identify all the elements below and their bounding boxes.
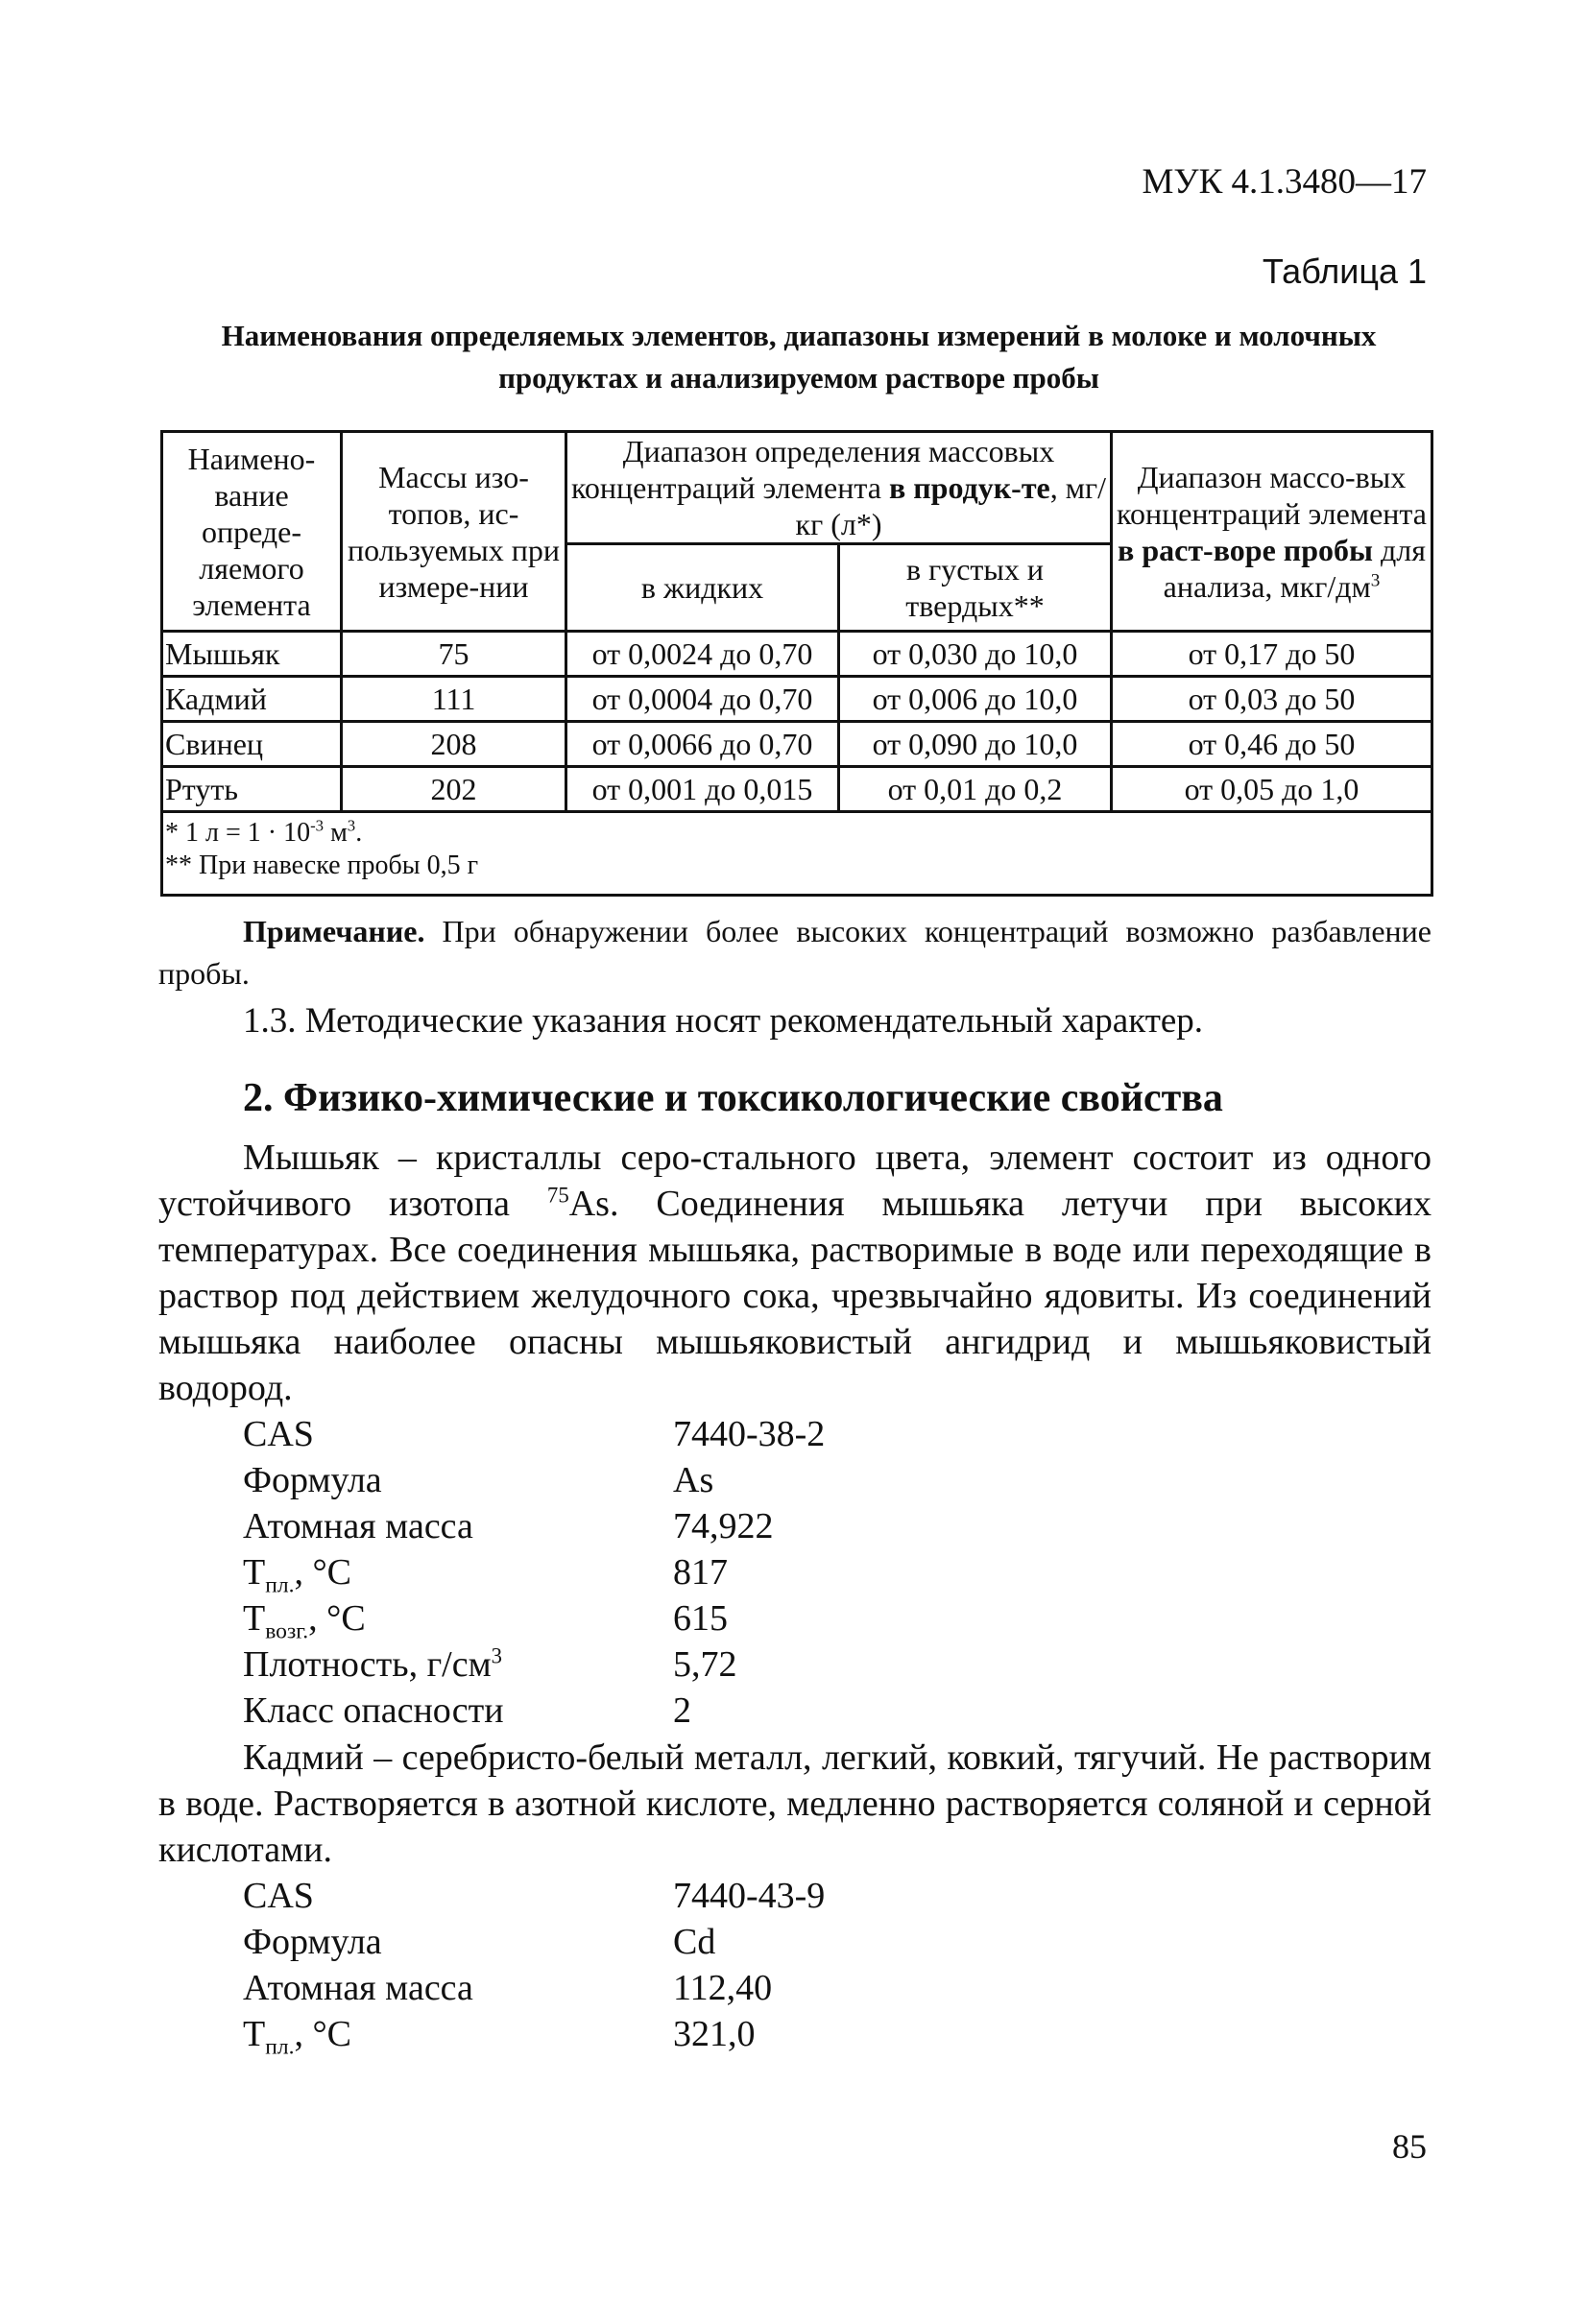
property-value: 7440-43-9: [673, 1876, 826, 1916]
table-row: [162, 722, 1432, 767]
property-key-rest: , °С: [308, 1598, 366, 1639]
solution-range: от 0,03 до 50: [1112, 677, 1432, 722]
element-name: Мышьяк: [162, 632, 342, 677]
solid-range: от 0,030 до 10,0: [839, 632, 1112, 677]
property-key: [243, 1595, 673, 1644]
property-row: [243, 1873, 825, 1919]
table-row: [162, 632, 1432, 677]
isotope-mass: 202: [342, 767, 566, 812]
isotope-mass: 75: [342, 632, 566, 677]
property-row: [243, 1411, 825, 1457]
property-key-rest: , °С: [294, 2014, 352, 2054]
property-row: [243, 1641, 825, 1688]
arsenic-text-a: Мышьяк – кристаллы серо-стального цвета, элемент состоит из одного устойчивого изотопа: [158, 1138, 1432, 1224]
cadmium-paragraph: [158, 1735, 1432, 1873]
table-footnotes: [162, 812, 1432, 896]
section-2-title: 2. Физико-химические и токсикологические свойства: [243, 1076, 1223, 1120]
liquid-range: от 0,0066 до 0,70: [566, 722, 839, 767]
header-solution-range-text: Диапазон массо-вых концентраций элемента: [1117, 459, 1427, 531]
property-row: [243, 1919, 825, 1965]
note-body: При обнаружении более высоких концентраций возможно разбавление пробы.: [158, 914, 1432, 991]
property-key-rest: , °С: [294, 1552, 352, 1593]
note-text: [158, 910, 1432, 994]
arsenic-text-b: As. Соединения мышьяка летучи при высоких температурах. Все соединения мышьяка, растворимые в воде или переходящие в раствор под действием желудочного сока, чрезвычайно ядовиты. Из соединений мышьяка наиболее опасны мышьяковистый ангидрид и мышьяковистый водород.: [158, 1184, 1432, 1408]
footnote-liter-exp: -3: [310, 816, 325, 835]
footnote-sample: ** При навеске пробы 0,5 г: [165, 851, 479, 880]
footnote-liter-text: * 1 л = 1 · 10: [165, 818, 311, 848]
property-row: [243, 2011, 825, 2060]
property-key: Формула: [243, 1922, 382, 1962]
header-product-range-bold: в продук-те: [888, 470, 1050, 505]
property-value: 5,72: [673, 1644, 737, 1685]
liquid-range: от 0,001 до 0,015: [566, 767, 839, 812]
property-value: 321,0: [673, 2014, 756, 2054]
property-key-main: Т: [243, 2014, 266, 2054]
footnote-liter-unit-exp: 3: [347, 816, 356, 835]
property-key-sup: 3: [491, 1643, 503, 1668]
header-product-range-unit: , мг/кг (л*): [795, 470, 1106, 541]
solid-range: от 0,01 до 0,2: [839, 767, 1112, 812]
liquid-range: от 0,0024 до 0,70: [566, 632, 839, 677]
property-key: [243, 2011, 673, 2060]
footnote-liter-unit: м: [324, 818, 348, 848]
header-product-range: [566, 432, 1112, 544]
element-name: Кадмий: [162, 677, 342, 722]
element-name: Свинец: [162, 722, 342, 767]
solid-range: от 0,090 до 10,0: [839, 722, 1112, 767]
note-paragraph: [158, 910, 1432, 994]
header-isotope-mass: Массы изо-топов, ис-пользуемых при измере-нии: [342, 432, 566, 632]
arsenic-text: [158, 1135, 1432, 1411]
header-element-name: Наимено-вание опреде-ляемого элемента: [162, 432, 342, 632]
document-code: МУК 4.1.3480—17: [1142, 162, 1427, 202]
header-solution-range: [1112, 432, 1432, 632]
property-value: 7440-38-2: [673, 1414, 826, 1454]
property-value: 74,922: [673, 1506, 774, 1546]
property-row: [243, 1595, 825, 1644]
property-row: [243, 1549, 825, 1598]
solid-range: от 0,006 до 10,0: [839, 677, 1112, 722]
element-name: Ртуть: [162, 767, 342, 812]
header-liquid: в жидких: [566, 544, 839, 632]
property-key-sub: возг.: [265, 1618, 309, 1644]
property-key: Атомная масса: [243, 1968, 473, 2008]
table-number: Таблица 1: [1262, 252, 1427, 291]
property-key-sub: пл.: [265, 2034, 295, 2060]
table-row: [162, 677, 1432, 722]
footnote-liter: [165, 817, 1429, 850]
table-title: Наименования определяемых элементов, диапазоны измерений в молоке и молочных продуктах и анализируемом растворе пробы: [221, 319, 1377, 395]
header-solid: в густых и твердых**: [839, 544, 1112, 632]
page-number: 85: [1392, 2127, 1427, 2166]
property-key-main: Плотность, г/см: [243, 1644, 492, 1685]
table-row: [162, 767, 1432, 812]
property-value: 615: [673, 1598, 728, 1639]
footnote-liter-end: .: [355, 818, 363, 848]
property-row: [243, 1965, 825, 2011]
solution-range: от 0,46 до 50: [1112, 722, 1432, 767]
arsenic-paragraph: [158, 1135, 1432, 1411]
header-solution-range-bold: в раст-воре пробы: [1118, 532, 1373, 567]
cadmium-properties: [243, 1873, 826, 2060]
property-value: As: [673, 1460, 714, 1500]
solution-range: от 0,05 до 1,0: [1112, 767, 1432, 812]
arsenic-properties: [243, 1411, 825, 1734]
elements-table: [160, 430, 1433, 897]
property-key: [243, 1549, 673, 1598]
header-solution-range-unit: для анализа, мкг/дм: [1163, 532, 1426, 604]
note-label: Примечание.: [243, 914, 425, 948]
property-value: Cd: [673, 1922, 716, 1962]
liquid-range: от 0,0004 до 0,70: [566, 677, 839, 722]
property-key: Класс опасности: [243, 1690, 504, 1731]
property-key: Атомная масса: [243, 1506, 473, 1546]
property-key: [243, 1641, 673, 1688]
property-key-main: Т: [243, 1552, 266, 1593]
property-key: Формула: [243, 1460, 382, 1500]
paragraph-1-3: 1.3. Методические указания носят рекомендательный характер.: [243, 1001, 1204, 1041]
isotope-mass: 111: [342, 677, 566, 722]
property-key-sub: пл.: [265, 1572, 295, 1598]
isotope-mass: 208: [342, 722, 566, 767]
property-value: 2: [673, 1690, 691, 1731]
property-value: 817: [673, 1552, 728, 1593]
property-key: CAS: [243, 1876, 314, 1916]
property-row: [243, 1503, 825, 1549]
property-row: [243, 1688, 825, 1734]
header-product-range-text: Диапазон определения массовых концентраций элемента: [571, 434, 1055, 505]
header-solution-range-sup: 3: [1370, 569, 1381, 590]
solution-range: от 0,17 до 50: [1112, 632, 1432, 677]
property-value: 112,40: [673, 1968, 773, 2008]
property-key-main: Т: [243, 1598, 266, 1639]
arsenic-isotope: 75: [546, 1183, 569, 1208]
cadmium-text: Кадмий – серебристо-белый металл, легкий, ковкий, тягучий. Не растворим в воде. Растворяется в азотной кислоте, медленно растворяется соляной и серной кислотами.: [158, 1737, 1432, 1870]
property-key: CAS: [243, 1414, 314, 1454]
property-row: [243, 1457, 825, 1503]
